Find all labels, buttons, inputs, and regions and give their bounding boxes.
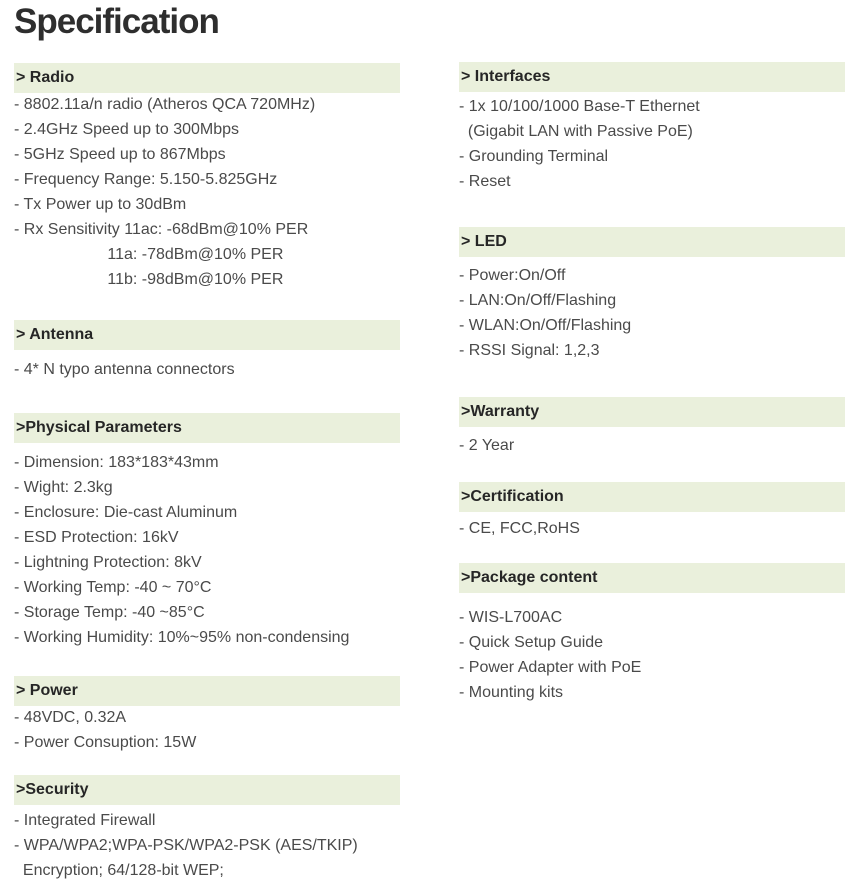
spec-line: - Tx Power up to 30dBm bbox=[14, 196, 187, 213]
spec-line: - LAN:On/Off/Flashing bbox=[459, 292, 617, 309]
spec-line: - 1x 10/100/1000 Base-T Ethernet bbox=[459, 98, 700, 115]
spec-line: - Working Temp: -40 ~ 70°C bbox=[14, 579, 212, 596]
section-certification bbox=[459, 482, 845, 541]
section-header: >Certification bbox=[459, 482, 845, 512]
section-power bbox=[14, 676, 400, 755]
spec-line: Encryption; 64/128-bit WEP; bbox=[14, 862, 224, 879]
section-led bbox=[459, 227, 845, 363]
spec-line: - Enclosure: Die-cast Aluminum bbox=[14, 504, 238, 521]
spec-line: - 48VDC, 0.32A bbox=[14, 709, 127, 726]
section-header: > Radio bbox=[14, 63, 400, 93]
section-header: >Security bbox=[14, 775, 400, 805]
spec-line: - Power:On/Off bbox=[459, 267, 566, 284]
spec-line: - Reset bbox=[459, 173, 511, 190]
spec-line: - Integrated Firewall bbox=[14, 812, 156, 829]
spec-line: (Gigabit LAN with Passive PoE) bbox=[459, 123, 693, 140]
section-header: > Antenna bbox=[14, 320, 400, 350]
spec-line: 11a: -78dBm@10% PER bbox=[14, 246, 284, 263]
section-radio bbox=[14, 63, 400, 292]
spec-line: - Storage Temp: -40 ~85°C bbox=[14, 604, 205, 621]
section-header: >Package content bbox=[459, 563, 845, 593]
spec-line: - Lightning Protection: 8kV bbox=[14, 554, 202, 571]
spec-line: - Rx Sensitivity 11ac: -68dBm@10% PER bbox=[14, 221, 309, 238]
spec-line: - 8802.11a/n radio (Atheros QCA 720MHz) bbox=[14, 96, 316, 113]
section-header: > LED bbox=[459, 227, 845, 257]
spec-line: 11b: -98dBm@10% PER bbox=[14, 271, 284, 288]
section-antenna bbox=[14, 320, 400, 382]
spec-line: - Quick Setup Guide bbox=[459, 634, 604, 651]
spec-line: - Power Adapter with PoE bbox=[459, 659, 642, 676]
spec-line: - Mounting kits bbox=[459, 684, 564, 701]
section-physical bbox=[14, 413, 400, 650]
section-interfaces bbox=[459, 62, 845, 194]
spec-line: - Wight: 2.3kg bbox=[14, 479, 113, 496]
page-title: Specification bbox=[14, 2, 219, 41]
section-header: >Warranty bbox=[459, 397, 845, 427]
spec-line: - 5GHz Speed up to 867Mbps bbox=[14, 146, 226, 163]
section-header: > Power bbox=[14, 676, 400, 706]
spec-line: - 2 Year bbox=[459, 437, 515, 454]
section-package bbox=[459, 563, 845, 705]
spec-line: - 4* N typo antenna connectors bbox=[14, 361, 235, 378]
spec-line: - WPA/WPA2;WPA-PSK/WPA2-PSK (AES/TKIP) bbox=[14, 837, 358, 854]
spec-line: - Power Consuption: 15W bbox=[14, 734, 197, 751]
spec-line: - Grounding Terminal bbox=[459, 148, 609, 165]
section-warranty bbox=[459, 397, 845, 458]
spec-line: - 2.4GHz Speed up to 300Mbps bbox=[14, 121, 240, 138]
spec-line: - WLAN:On/Off/Flashing bbox=[459, 317, 632, 334]
spec-line: - Dimension: 183*183*43mm bbox=[14, 454, 219, 471]
spec-line: - CE, FCC,RoHS bbox=[459, 520, 580, 537]
section-header: > Interfaces bbox=[459, 62, 845, 92]
spec-line: - WIS-L700AC bbox=[459, 609, 563, 626]
spec-line: - RSSI Signal: 1,2,3 bbox=[459, 342, 600, 359]
spec-line: - ESD Protection: 16kV bbox=[14, 529, 179, 546]
section-header: >Physical Parameters bbox=[14, 413, 400, 443]
spec-line: - Working Humidity: 10%~95% non-condensing bbox=[14, 629, 350, 646]
section-security bbox=[14, 775, 400, 883]
spec-line: - Frequency Range: 5.150-5.825GHz bbox=[14, 171, 278, 188]
